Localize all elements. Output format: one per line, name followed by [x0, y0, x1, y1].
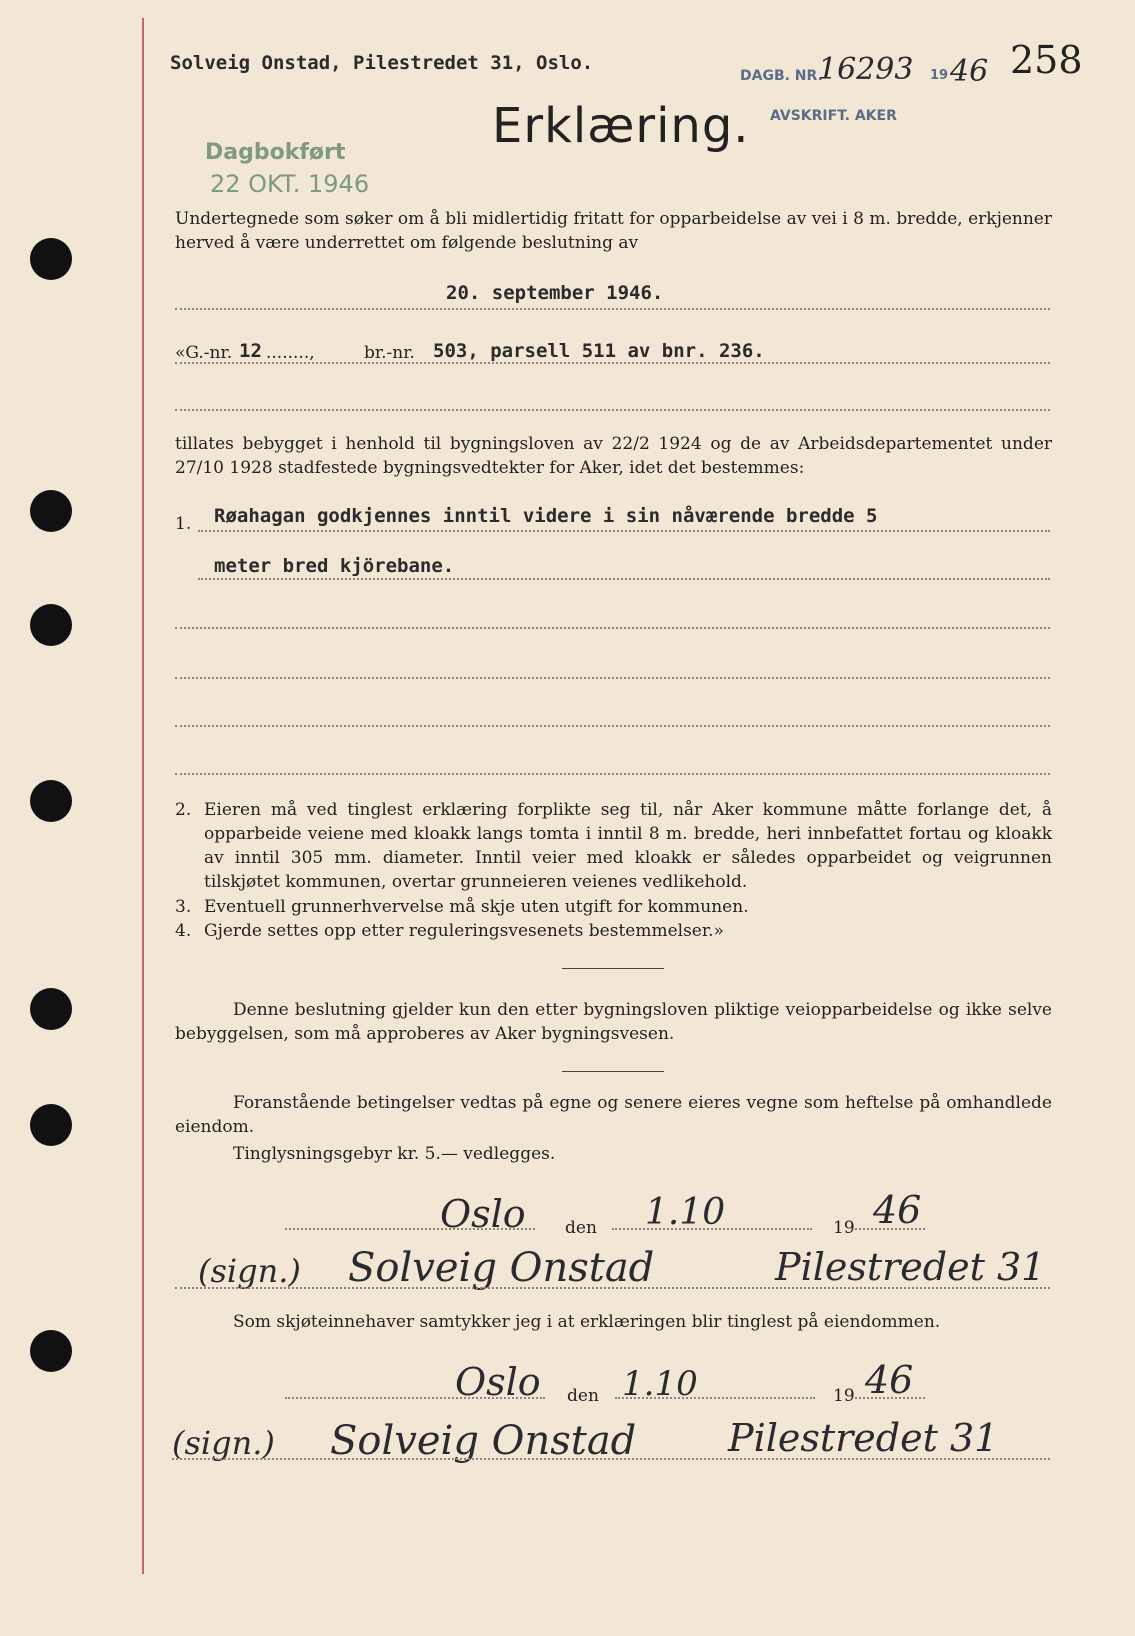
sig1-year-prefix: 19	[833, 1218, 855, 1238]
header-address: Solveig Onstad, Pilestredet 31, Oslo.	[170, 52, 594, 74]
dagbokfort-date: 22 OKT. 1946	[210, 170, 370, 198]
punch-hole	[30, 604, 72, 646]
page-title: Erklæring.	[492, 98, 750, 154]
sig2-place: Oslo	[455, 1360, 541, 1404]
sig2-signature: Solveig Onstad	[330, 1418, 637, 1464]
sig1-sign-prefix: (sign.)	[198, 1252, 301, 1290]
condition-1-line1: Røahagan godkjennes inntil videre i sin nåværende bredde 5	[214, 505, 878, 527]
punch-hole	[30, 780, 72, 822]
condition-2-text: Eieren må ved tinglest erklæring forplikte seg til, når Aker kommune måtte forlange det, å opparbeide veiene med kloakk langs tomta i inntil 8 m. bredde, heri innbefattet fortau og kloakk av inntil 305 mm. diameter. Inntil veier med kloakk er således opparbeidet og veigrunnen tilskjøtet kommunen, overtar grunneieren veienes vedlikehold.	[204, 800, 1052, 892]
sig1-place: Oslo	[440, 1192, 526, 1236]
sig2-year-prefix: 19	[833, 1386, 855, 1406]
punch-hole	[30, 490, 72, 532]
journal-number: 16293	[818, 52, 914, 87]
dotted-line	[175, 1287, 1050, 1289]
punch-hole	[30, 988, 72, 1030]
journal-year: 46	[950, 54, 989, 89]
dotted-line	[175, 773, 1050, 775]
dagbokfort-stamp: Dagbokført	[205, 140, 346, 165]
dotted-line	[175, 308, 1050, 310]
fee-text: Tinglysningsgebyr kr. 5.— vedlegges.	[233, 1144, 556, 1164]
intro-paragraph: Undertegnede som søker om å bli midlertidig fritatt for opparbeidelse av vei i 8 m. bredde, erkjenner herved å være underrettet om følgende beslutning av	[175, 209, 1052, 253]
punch-hole	[30, 238, 72, 280]
dotted-line	[198, 530, 1050, 532]
sig1-year: 46	[873, 1188, 922, 1232]
sig1-date: 1.10	[645, 1192, 726, 1233]
brnr-label: br.-nr.	[364, 343, 415, 363]
dotted-line	[175, 362, 1050, 364]
brnr-value: 503, parsell 511 av bnr. 236.	[433, 340, 765, 362]
sig2-date: 1.10	[622, 1364, 698, 1404]
dotted-line	[175, 627, 1050, 629]
journal-year-prefix: 19	[930, 68, 949, 83]
note-paragraph: Denne beslutning gjelder kun den etter bygningsloven pliktige veiopparbeidelse og ikke selve bebyggelsen, som må approberes av Aker bygningsvesen.	[175, 1000, 1052, 1044]
condition-1-line2: meter bred kjörebane.	[214, 555, 455, 577]
separator	[562, 1071, 664, 1072]
sig2-den: den	[567, 1386, 599, 1406]
condition-1-number: 1.	[175, 514, 192, 534]
condition-2-number: 2.	[175, 800, 192, 820]
decision-date: 20. september 1946.	[446, 282, 664, 304]
separator	[562, 968, 664, 969]
journal-stamp-label: DAGB. NR.	[740, 68, 823, 84]
condition-3-number: 3.	[175, 897, 192, 917]
dotted-line	[172, 1458, 1050, 1460]
dotted-line	[175, 725, 1050, 727]
sig2-sign-prefix: (sign.)	[172, 1424, 275, 1462]
dotted-line	[175, 409, 1050, 411]
sig1-signature: Solveig Onstad	[348, 1245, 655, 1291]
sig1-den: den	[565, 1218, 597, 1238]
condition-4-text: Gjerde settes opp etter reguleringsvesenets bestemmelser.»	[204, 921, 724, 941]
punch-hole	[30, 1330, 72, 1372]
sig2-year: 46	[865, 1358, 914, 1402]
allowed-paragraph: tillates bebygget i henhold til bygningsloven av 22/2 1924 og de av Arbeidsdepartementet under 27/10 1928 stadfestede bygningsvedtekter for Aker, idet det bestemmes:	[175, 434, 1052, 478]
gnr-value: 12	[239, 340, 262, 362]
sig2-address: Pilestredet 31	[728, 1416, 999, 1460]
condition-4-number: 4.	[175, 921, 192, 941]
dotted-line	[198, 578, 1050, 580]
journal-stamp-avskrift: AVSKRIFT. AKER	[770, 108, 897, 124]
gnr-label: «G.-nr.	[175, 343, 233, 363]
condition-3-text: Eventuell grunnerhvervelse må skje uten utgift for kommunen.	[204, 897, 749, 917]
sig1-address: Pilestredet 31	[775, 1245, 1046, 1289]
consent-text: Som skjøteinnehaver samtykker jeg i at erklæringen blir tinglest på eiendommen.	[233, 1312, 941, 1332]
gnr-dots: ........,	[266, 343, 315, 363]
conditions-paragraph: Foranstående betingelser vedtas på egne og senere eieres vegne som heftelse på omhandlede eiendom.	[175, 1093, 1052, 1137]
punch-hole	[30, 1104, 72, 1146]
page-number: 258	[1010, 38, 1083, 82]
margin-line	[142, 18, 144, 1574]
dotted-line	[175, 677, 1050, 679]
